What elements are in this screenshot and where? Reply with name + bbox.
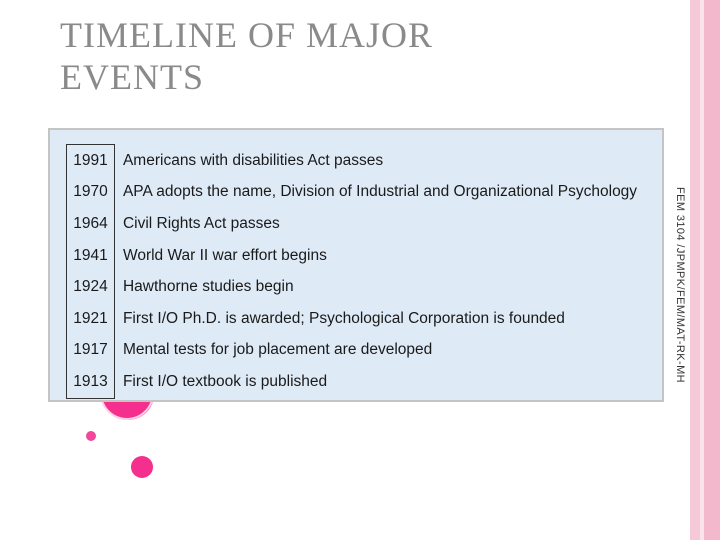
decorative-circle-small bbox=[86, 431, 96, 441]
timeline-event: World War II war effort begins bbox=[122, 246, 327, 264]
timeline-year: 1913 bbox=[67, 366, 115, 398]
timeline-year: 1941 bbox=[67, 240, 115, 272]
timeline-event: First I/O Ph.D. is awarded; Psychological Corporation is founded bbox=[122, 309, 565, 327]
timeline-year: 1917 bbox=[67, 335, 115, 367]
timeline-row bbox=[67, 335, 662, 367]
slide-title bbox=[60, 14, 480, 98]
timeline-year: 1924 bbox=[67, 271, 115, 303]
timeline-event: Civil Rights Act passes bbox=[122, 214, 280, 232]
timeline-event: First I/O textbook is published bbox=[122, 373, 328, 391]
timeline-row bbox=[67, 240, 662, 272]
slide-title-line-1: TIMELINE OF MAJOR bbox=[60, 15, 433, 55]
timeline-row bbox=[67, 208, 662, 240]
timeline-event: Hawthorne studies begin bbox=[122, 278, 294, 296]
timeline-event: APA adopts the name, Division of Industrial and Organizational Psychology bbox=[122, 183, 638, 201]
decorative-stripe bbox=[690, 0, 700, 540]
timeline-year: 1970 bbox=[67, 177, 115, 209]
timeline-year: 1921 bbox=[67, 303, 115, 335]
decorative-stripe bbox=[704, 0, 720, 540]
timeline-row bbox=[67, 177, 662, 209]
timeline-row bbox=[67, 145, 662, 177]
timeline-panel bbox=[48, 128, 664, 402]
timeline-row bbox=[67, 271, 662, 303]
timeline-row bbox=[67, 303, 662, 335]
decorative-circle-medium bbox=[131, 456, 153, 478]
timeline-year: 1964 bbox=[67, 208, 115, 240]
timeline-table bbox=[66, 144, 662, 399]
timeline-year: 1991 bbox=[67, 145, 115, 177]
slide-title-line-2: EVENTS bbox=[60, 57, 204, 97]
timeline-row bbox=[67, 366, 662, 398]
course-code-label: FEM 3104 /JPMPK/FEM/MAT-RK-MH bbox=[674, 187, 686, 383]
timeline-event: Americans with disabilities Act passes bbox=[122, 151, 384, 169]
timeline-event: Mental tests for job placement are developed bbox=[122, 341, 433, 359]
